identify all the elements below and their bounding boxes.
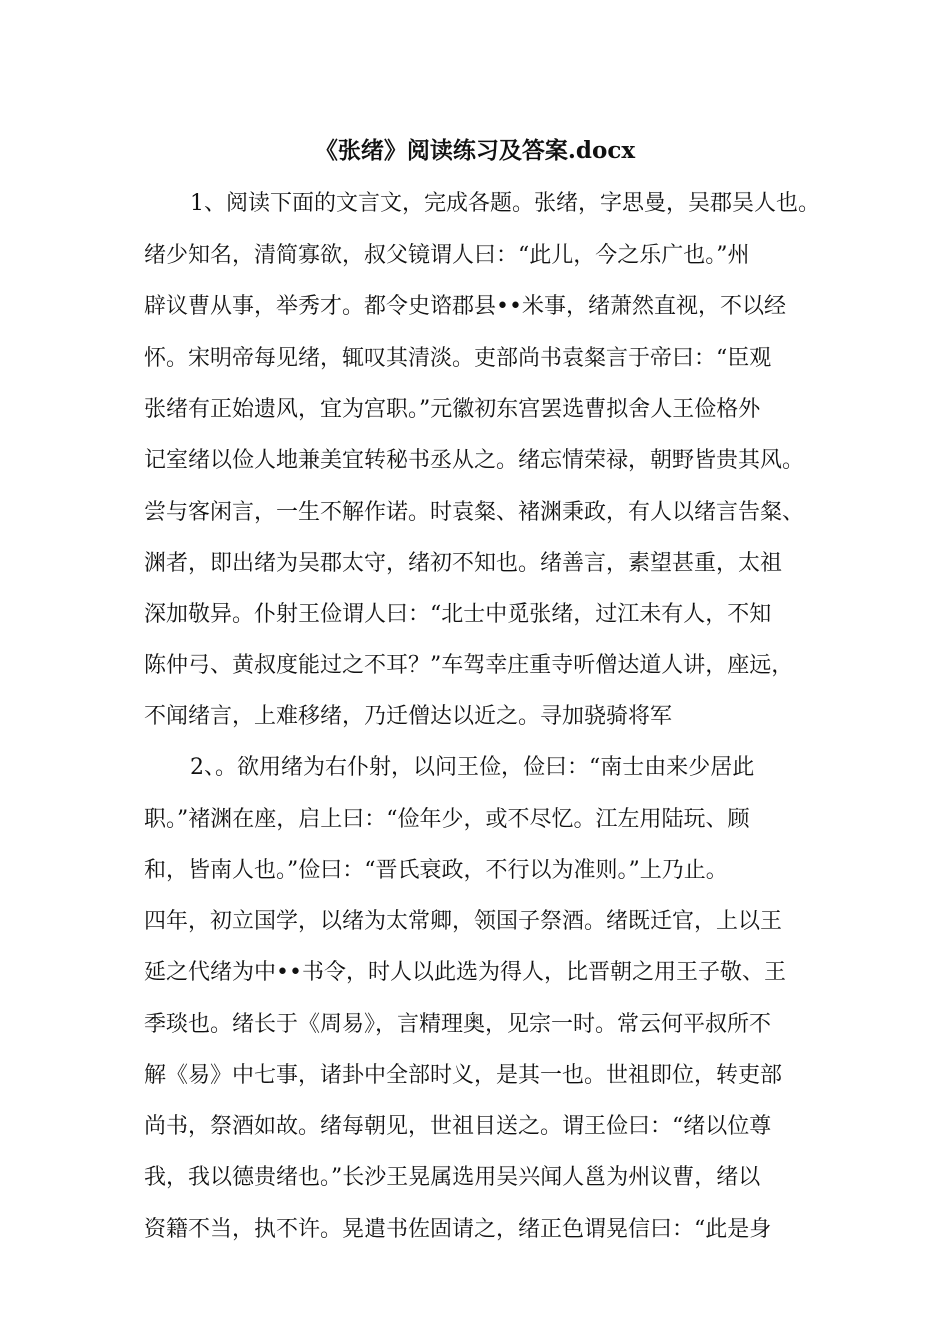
paragraph-1-line-5: 张绪有正始遗风，宜为宫职。”元徽初东宫罢选曹拟舍人王俭格外 — [144, 397, 761, 422]
paragraph-1-line-11: 不闻绪言，上难移绪，乃迁僧达以近之。寻加骁骑将军 — [144, 704, 673, 729]
paragraph-1-line-6: 记室绪以俭人地兼美宜转秘书丞从之。绪忘情荣禄，朝野皆贵其风。 — [144, 448, 805, 473]
paragraph-1-line-7: 尝与客闲言，一生不解作诺。时袁粲、褚渊秉政，有人以绪言告粲、 — [144, 500, 805, 525]
paragraph-2-line-8: 尚书，祭酒如故。绪每朝见，世祖目送之。谓王俭曰：“绪以位尊 — [144, 1114, 772, 1139]
paragraph-2-line-1: 2、。欲用绪为右仆射，以问王俭，俭曰：“南士由来少居此 — [190, 755, 755, 780]
paragraph-2-line-9: 我，我以德贵绪也。”长沙王晃属选用吴兴闻人邕为州议曹，绪以 — [144, 1165, 761, 1190]
paragraph-1-line-10: 陈仲弓、黄叔度能过之不耳？”车驾幸庄重寺听僧达道人讲，座远， — [144, 653, 794, 678]
paragraph-1-line-1: 1、阅读下面的文言文，完成各题。张绪，字思曼，吴郡吴人也。 — [190, 191, 820, 216]
paragraph-2-line-6: 季琰也。绪长于《周易》，言精理奥，见宗一时。常云何平叔所不 — [144, 1012, 772, 1037]
paragraph-1-line-8: 渊者，即出绪为吴郡太守，绪初不知也。绪善言，素望甚重，太祖 — [144, 551, 783, 576]
paragraph-2-line-4: 四年，初立国学，以绪为太常卿，领国子祭酒。绪既迁官，上以王 — [144, 909, 783, 934]
paragraph-2-line-5: 延之代绪为中••书令，时人以此选为得人，比晋朝之用王子敬、王 — [144, 960, 786, 985]
document-title: 《张绪》阅读练习及答案.docx — [314, 137, 636, 164]
paragraph-2-line-10: 资籍不当，执不许。晃遣书佐固请之，绪正色谓晃信曰：“此是身 — [144, 1217, 772, 1242]
paragraph-1-line-2: 绪少知名，清简寡欲，叔父镜谓人曰：“此儿，今之乐广也。”州 — [144, 243, 750, 268]
paragraph-2-line-3: 和，皆南人也。”俭曰：“晋氏衰政，不行以为准则。”上乃止。 — [144, 858, 728, 883]
paragraph-1-line-3: 辟议曹从事，举秀才。都令史谘郡县••米事，绪萧然直视，不以经 — [144, 294, 786, 319]
paragraph-2-line-2: 职。”褚渊在座，启上曰：“俭年少，或不尽忆。江左用陆玩、顾 — [144, 807, 750, 832]
paragraph-2-line-7: 解《易》中七事，诸卦中全部时义，是其一也。世祖即位，转吏部 — [144, 1063, 783, 1088]
paragraph-1-line-4: 怀。宋明帝每见绪，辄叹其清淡。吏部尚书袁粲言于帝曰：“臣观 — [144, 346, 772, 371]
paragraph-1-line-9: 深加敬异。仆射王俭谓人曰：“北士中觅张绪，过江未有人，不知 — [144, 602, 772, 627]
